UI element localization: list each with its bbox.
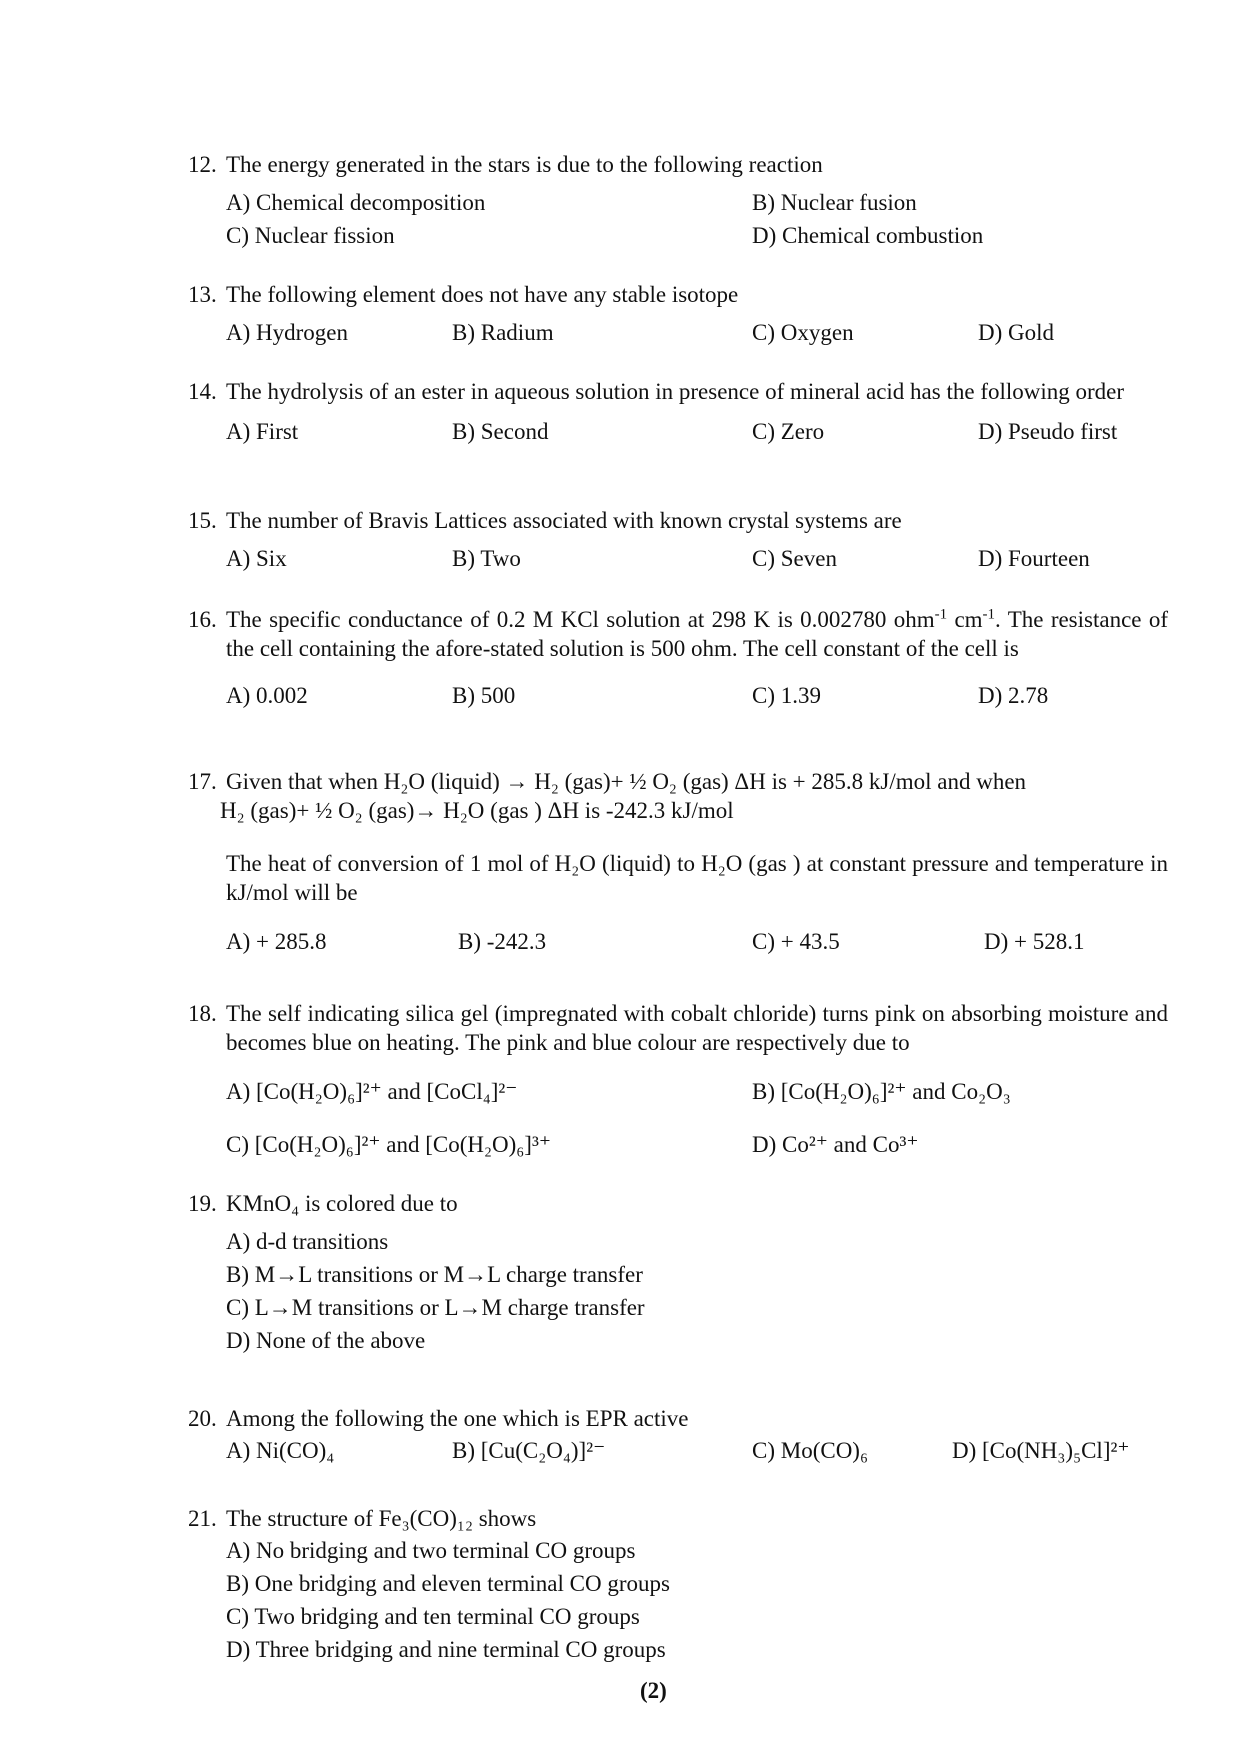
option-b: B) -242.3 [458,929,547,954]
question-15 [188,506,1168,577]
question-19 [188,1189,1168,1359]
option-c: C) Oxygen [752,320,854,345]
option-d: D) Gold [978,320,1055,345]
question-number: 21. [188,1506,217,1531]
question-text: The energy generated in the stars is due to the following reaction [226,152,823,177]
option-d: D) Fourteen [978,546,1090,571]
option-d: D) [Co(NH₃)₅Cl]²⁺ [952,1438,1130,1463]
option-b: B) Nuclear fusion [752,190,917,215]
question-number: 12. [188,152,217,177]
option-b: B) [Co(H₂O)₆]²⁺ and Co₂O₃ [752,1079,1011,1104]
option-c: C) Seven [752,546,837,571]
option-d: D) Three bridging and nine terminal CO groups [226,1637,666,1662]
option-c: C) 1.39 [752,683,821,708]
option-a: A) Hydrogen [226,320,348,345]
option-a: A) Ni(CO)₄ [226,1438,335,1463]
option-a: A) d-d transitions [226,1229,389,1254]
option-b: B) Radium [452,320,554,345]
question-12 [188,150,1168,254]
option-c: C) L→M transitions or L→M charge transfer [226,1295,645,1320]
option-a: A) No bridging and two terminal CO groups [226,1538,636,1563]
option-a: A) [Co(H₂O)₆]²⁺ and [CoCl₄]²⁻ [226,1079,518,1104]
page-number: (2) [640,1678,667,1703]
option-c: C) Mo(CO)₆ [752,1438,868,1463]
question-number: 14. [188,379,217,404]
question-18 [188,999,1168,1163]
question-20 [188,1404,1168,1469]
question-13 [188,280,1168,351]
question-number: 13. [188,282,217,307]
question-number: 20. [188,1406,217,1431]
question-number: 19. [188,1191,217,1216]
option-b: B) Second [452,419,549,444]
option-b: B) M→L transitions or M→L charge transfer [226,1262,643,1287]
option-d: D) None of the above [226,1328,426,1353]
option-d: D) Pseudo first [978,419,1118,444]
question-text: The following element does not have any stable isotope [226,282,739,307]
question-text: KMnO₄ is colored due to [226,1191,458,1216]
question-text-line-1: Given that when H₂O (liquid) → H₂ (gas)+ ½ O₂ (gas) ΔH is + 285.8 kJ/mol and when [226,769,1027,794]
question-text-line-2: H₂ (gas)+ ½ O₂ (gas)→ H₂O (gas ) ΔH is -242.3 kJ/mol [220,798,734,823]
question-text: The hydrolysis of an ester in aqueous solution in presence of mineral acid has the following order [226,379,1125,404]
question-text: Among the following the one which is EPR active [226,1406,689,1431]
question-text: The self indicating silica gel (impregnated with cobalt chloride) turns pink on absorbing moisture and becomes blue on heating. The pink and blue colour are respectively due to [226,1001,1168,1055]
question-number: 15. [188,508,217,533]
option-c: C) Nuclear fission [226,223,395,248]
option-a: A) 0.002 [226,683,308,708]
question-paragraph: The heat of conversion of 1 mol of H₂O (liquid) to H₂O (gas ) at constant pressure and temperature in kJ/mol will be [226,851,1168,905]
question-text: The structure of Fe₃(CO)₁₂ shows [226,1506,537,1531]
option-c: C) Zero [752,419,825,444]
option-b: B) [Cu(C₂O₄)]²⁻ [452,1438,606,1463]
question-14 [188,377,1168,450]
question-number: 17. [188,769,217,794]
option-a: A) Six [226,546,287,571]
option-b: B) 500 [452,683,516,708]
option-d: D) Chemical combustion [752,223,984,248]
option-c: C) Two bridging and ten terminal CO groups [226,1604,640,1629]
option-a: A) + 285.8 [226,929,327,954]
option-c: C) [Co(H₂O)₆]²⁺ and [Co(H₂O)₆]³⁺ [226,1132,551,1157]
question-21 [188,1504,1168,1668]
question-text: The number of Bravis Lattices associated with known crystal systems are [226,508,902,533]
option-c: C) + 43.5 [752,929,840,954]
option-a: A) First [226,419,299,444]
option-a: A) Chemical decomposition [226,190,486,215]
question-17 [188,767,1168,960]
option-d: D) Co²⁺ and Co³⁺ [752,1132,919,1157]
option-d: D) 2.78 [978,683,1049,708]
option-d: D) + 528.1 [984,929,1085,954]
question-number: 18. [188,1001,217,1026]
question-text: The specific conductance of 0.2 M KCl solution at 298 K is 0.002780 ohm$^{-1}$ $cm^{-1}$. The resistance of the cell containing the afore-stated solution is 500 ohm. The cell constant of the cell is [226,606,1168,661]
option-b: B) One bridging and eleven terminal CO groups [226,1571,670,1596]
question-16 [188,605,1168,714]
option-b: B) Two [452,546,521,571]
question-number: 16. [188,607,217,632]
